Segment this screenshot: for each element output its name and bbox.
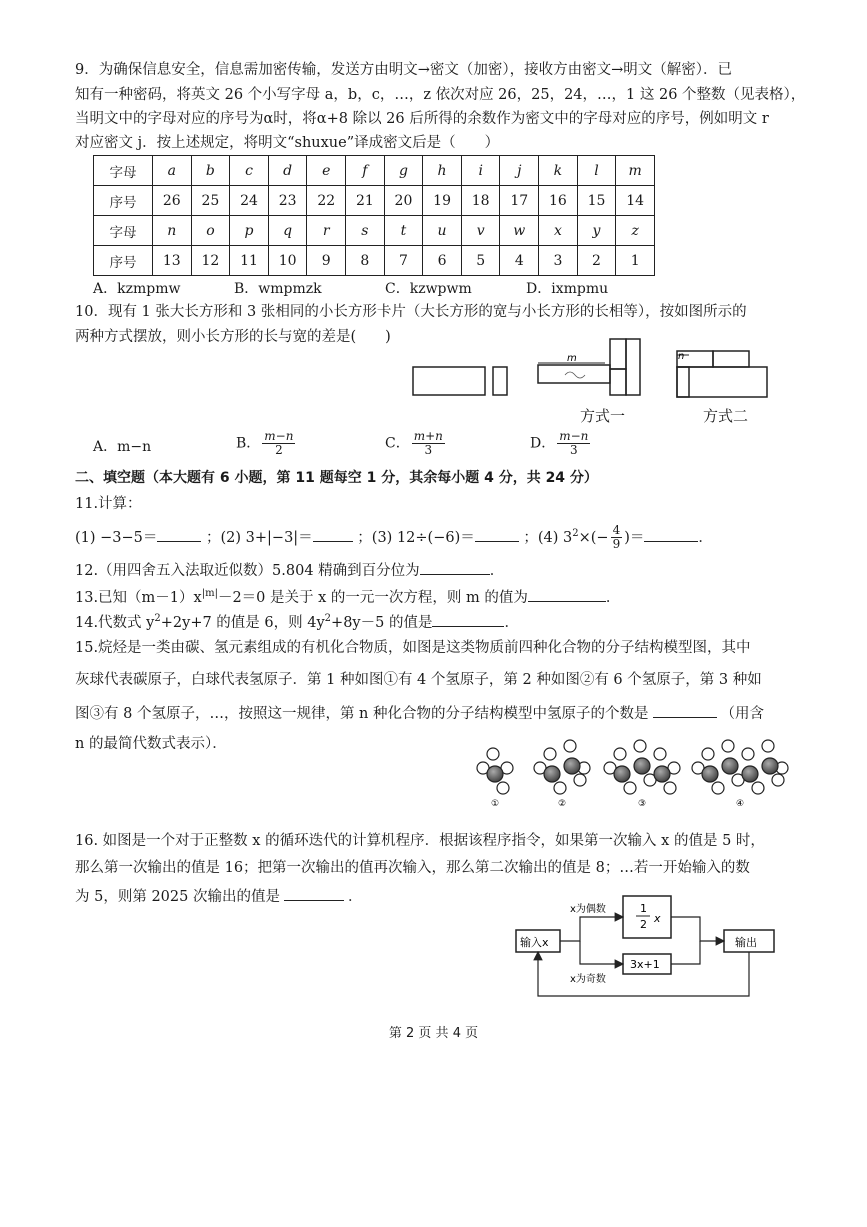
m-label: m [567,353,577,364]
q9-line-1: 9．为确保信息安全，信息需加密传输，发送方由明文→密文（加密），接收方由密文→明文（解密）．已 [75,62,733,78]
molecule-models [470,730,810,812]
method-one-label: 方式一 [580,407,626,425]
q10-option-d: D． $\frac{m-n}{3}$ [530,429,589,457]
output-label: 输出 [735,936,757,949]
number-cell: 21 [346,186,385,216]
small-rectangle [493,367,507,395]
q12: 12.（用四舍五入法取近似数）5.804 精确到百分位为 ． [75,559,504,581]
hydrogen-atom [624,782,636,794]
molecule-label: ① [491,799,500,809]
svg-text:1: 1 [640,902,647,915]
answer-blank [528,586,606,602]
q10-option-c: C． $\frac{m+n}{3}$ [385,429,443,457]
letter-cell: n [153,216,192,246]
letter-cell: w [500,216,539,246]
number-cell: 7 [384,246,423,276]
method-two-label: 方式二 [703,407,749,425]
number-cell: 22 [307,186,346,216]
letter-cell: l [577,156,616,186]
input-label: 输入x [520,936,549,949]
carbon-atom [762,758,778,774]
number-cell: 11 [230,246,269,276]
section-title: 二、填空题（本大题有 6 小题，第 11 题每空 1 分，其余每小题 4 分，共 24 分） [75,470,598,486]
hydrogen-atom [742,748,754,760]
molecule-label: ④ [736,799,745,809]
hydrogen-atom [752,782,764,794]
number-cell: 8 [346,246,385,276]
hydrogen-atom [654,748,666,760]
number-cell: 15 [577,186,616,216]
hydrogen-atom [487,748,499,760]
hydrogen-atom [574,774,586,786]
hydrogen-atom [712,782,724,794]
odd-label: x为奇数 [570,974,606,985]
number-cell: 24 [230,186,269,216]
answer-blank [284,885,344,901]
number-cell: 14 [616,186,655,216]
method-one-figure [538,339,640,395]
q16-line-3: 为 5，则第 2025 次输出的值是 ． [75,885,362,907]
number-cell: 12 [191,246,230,276]
q15-line-4: n 的最简代数式表示）． [75,736,227,752]
hydrogen-atom [722,740,734,752]
letter-cell: a [153,156,192,186]
program-flowchart [510,890,800,1002]
svg-text:x: x [654,912,661,925]
number-cell: 3 [539,246,578,276]
carbon-atom [702,766,718,782]
letter-cell: i [461,156,500,186]
table-row [94,186,655,216]
table-row [94,246,655,276]
q13: 13.已知$(m-1)x^{|m|}-2=0$ 是关于 x 的一元一次方程，则 m 的值为 ． [75,584,620,608]
carbon-atom [634,758,650,774]
q15-line-2: 灰球代表碳原子，白球代表氢原子．第 1 种如图①有 4 个氢原子，第 2 种如图②有 6 个氢原子，第 3 种如 [75,672,762,688]
q11-title: 11.计算： [75,496,142,512]
letter-cell: x [539,216,578,246]
number-cell: 1 [616,246,655,276]
carbon-atom [614,766,630,782]
hydrogen-atom [664,782,676,794]
q11-parts: (1) −3−5＝ ；(2) 3+|−3|＝ ；(3) 12÷(−6)＝ ；(4) $3^2\times(-$ $\frac{4}{9}$ )＝ ． [75,523,713,552]
hydrogen-atom [544,748,556,760]
letter-cell: j [500,156,539,186]
q9-option-d: D．ixmpmu [526,281,609,297]
carbon-atom [544,766,560,782]
q9-line-3: 当明文中的字母对应的序号为α时，将α+8 除以 26 后所得的余数作为密文中的字母对应的序号，例如明文 r [75,111,769,127]
q10-line-2: 两种方式摆放，则小长方形的长与宽的差是( ) [75,329,391,345]
number-cell: 9 [307,246,346,276]
letter-cell: o [191,216,230,246]
number-cell: 19 [423,186,462,216]
letter-cell: z [616,216,655,246]
letter-cell: b [191,156,230,186]
letter-cell: k [539,156,578,186]
molecule-label: ② [558,799,567,809]
hydrogen-atom [702,748,714,760]
n-label: n [678,351,685,362]
number-cell: 18 [461,186,500,216]
answer-blank [475,526,519,542]
number-cell: 6 [423,246,462,276]
letter-cell: q [268,216,307,246]
number-cell: 4 [500,246,539,276]
number-cell: 13 [153,246,192,276]
number-cell: 26 [153,186,192,216]
q15-line-3: 图③有 8 个氢原子，…，按照这一规律，第 n 种化合物的分子结构模型中氢原子的个数是 （用含 [75,702,764,724]
number-header: 序号 [94,186,153,216]
large-rectangle [413,367,485,395]
number-cell: 20 [384,186,423,216]
even-label: x为偶数 [570,904,606,915]
q10-option-b: B． $\frac{m-n}{2}$ [236,429,294,457]
carbon-atom [742,766,758,782]
letter-cell: c [230,156,269,186]
answer-blank [653,702,717,718]
letter-cell: s [346,216,385,246]
cipher-table [93,155,655,276]
letter-cell: d [268,156,307,186]
table-row [94,156,655,186]
carbon-atom [487,766,503,782]
letter-header: 字母 [94,216,153,246]
q14: 14.代数式 $y^2+2y+7$ 的值是 6，则 $4y^2+8y-5$ 的值是 ． [75,609,519,633]
letter-cell: t [384,216,423,246]
number-cell: 10 [268,246,307,276]
hydrogen-atom [497,782,509,794]
answer-blank [420,559,490,575]
q9-option-c: C．kzwpwm [385,281,472,297]
letter-cell: f [346,156,385,186]
answer-blank [432,611,504,627]
svg-text:3x+1: 3x+1 [630,958,660,971]
q9-option-a: A．kzmpmw [93,281,181,297]
q16-line-1: 16. 如图是一个对于正整数 x 的循环迭代的计算机程序．根据该程序指令，如果第一次输入 x 的值是 5 时， [75,833,765,849]
q16-line-2: 那么第一次输出的值是 16；把第一次输出的值再次输入，那么第二次输出的值是 8；…若一开始输入的数 [75,860,750,876]
rectangle-figures [405,335,785,415]
number-cell: 17 [500,186,539,216]
number-cell: 25 [191,186,230,216]
page-footer: 第 2 页 共 4 页 [388,1026,479,1041]
letter-cell: p [230,216,269,246]
answer-blank [644,526,698,542]
number-header: 序号 [94,246,153,276]
number-cell: 5 [461,246,500,276]
method-two-figure [677,351,767,397]
number-cell: 16 [539,186,578,216]
hydrogen-atom [564,740,576,752]
q10-line-1: 10．现有 1 张大长方形和 3 张相同的小长方形卡片（大长方形的宽与小长方形的长相等），按如图所示的 [75,304,747,320]
letter-cell: v [461,216,500,246]
q9-line-4: 对应密文 j．按上述规定，将明文“shuxue”译成密文后是（ ） [75,135,500,151]
hydrogen-atom [554,782,566,794]
answer-blank [157,526,201,542]
letter-cell: m [616,156,655,186]
letter-cell: h [423,156,462,186]
q9-line-2: 知有一种密码，将英文 26 个小写字母 a，b，c，…，z 依次对应 26，25，24，…，1 这 26 个整数（见表格）， [75,87,806,103]
carbon-atom [722,758,738,774]
letter-cell: g [384,156,423,186]
hydrogen-atom [634,740,646,752]
number-cell: 2 [577,246,616,276]
hydrogen-atom [762,740,774,752]
answer-blank [313,526,353,542]
letter-cell: e [307,156,346,186]
hydrogen-atom [614,748,626,760]
q15-line-1: 15.烷烃是一类由碳、氢元素组成的有机化合物质，如图是这类物质前四种化合物的分子结构模型图，其中 [75,640,751,656]
svg-text:2: 2 [640,918,647,931]
q9-option-b: B．wmpmzk [234,281,322,297]
table-row [94,216,655,246]
letter-cell: r [307,216,346,246]
number-cell: 23 [268,186,307,216]
letter-header: 字母 [94,156,153,186]
carbon-atom [564,758,580,774]
letter-cell: u [423,216,462,246]
half-box [623,896,671,938]
carbon-atom [654,766,670,782]
hydrogen-atom [772,774,784,786]
q10-option-a: A．m−n [93,439,152,455]
letter-cell: y [577,216,616,246]
molecule-label: ③ [638,799,647,809]
